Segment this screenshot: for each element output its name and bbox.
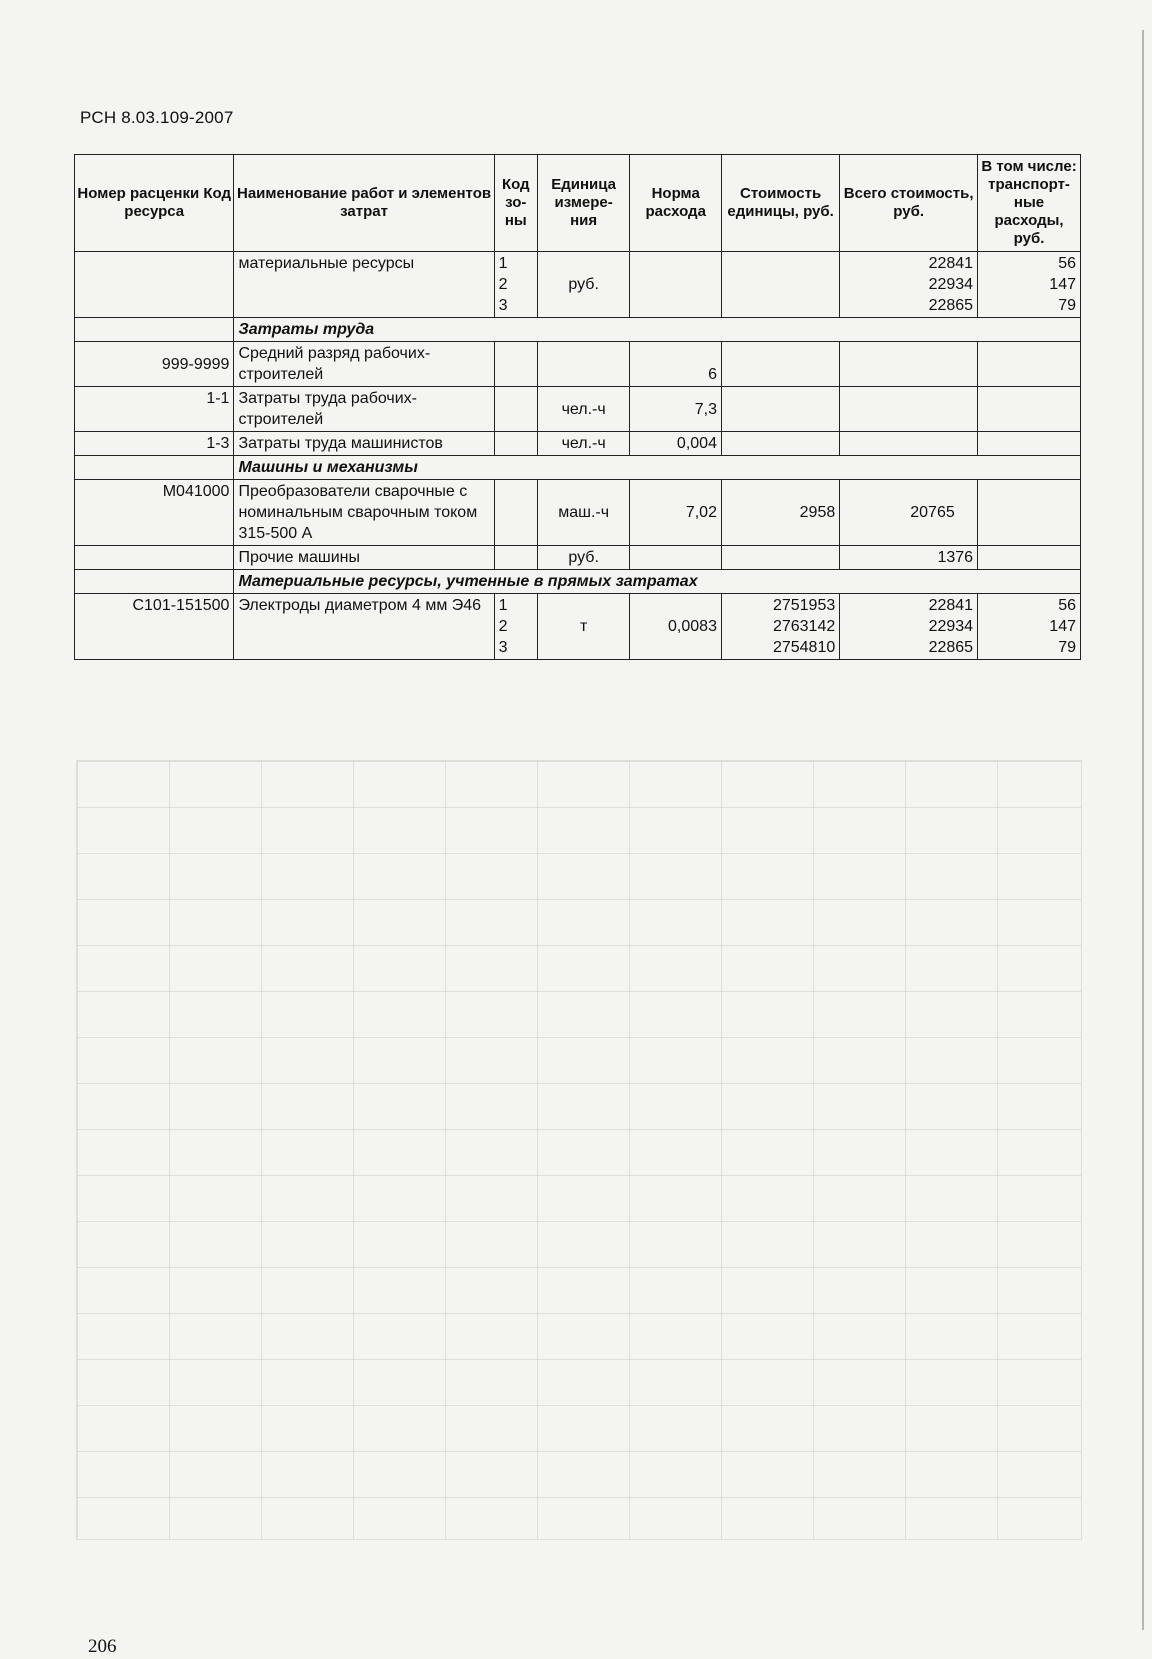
col-unit: Единица измере- ния xyxy=(537,155,630,252)
document-code: РСН 8.03.109-2007 xyxy=(80,108,234,127)
col-rate-number: Номер расценки Код ресурса xyxy=(75,155,234,252)
total-cost: 20765 xyxy=(840,480,978,546)
norm-value: 0,0083 xyxy=(630,594,722,660)
rate-code: 1-3 xyxy=(75,432,234,456)
col-norm: Норма расхода xyxy=(630,155,722,252)
section-row xyxy=(75,318,1081,342)
section-row xyxy=(75,456,1081,480)
col-transport: В том числе: транспорт- ные расходы, руб. xyxy=(978,155,1081,252)
page-number: 206 xyxy=(88,1636,117,1657)
unit-cell: чел.-ч xyxy=(537,387,630,432)
table-row xyxy=(75,252,1081,318)
work-name: Средний разряд рабочих-строителей xyxy=(234,342,494,387)
unit-cell: чел.-ч xyxy=(537,432,630,456)
norm-value: 7,02 xyxy=(630,480,722,546)
unit-cell: руб. xyxy=(537,252,630,318)
rate-code: М041000 xyxy=(75,480,234,546)
unit-cost-list: 2751953 2763142 2754810 xyxy=(721,594,839,660)
table-row xyxy=(75,480,1081,546)
work-name: Затраты труда машинистов xyxy=(234,432,494,456)
col-total-cost: Всего стоимость, руб. xyxy=(840,155,978,252)
rate-code: С101-151500 xyxy=(75,594,234,660)
unit-cell: руб. xyxy=(537,546,630,570)
col-zone-code: Код зо- ны xyxy=(494,155,537,252)
materials-label: материальные ресурсы xyxy=(234,252,494,318)
total-list: 22841 22934 22865 xyxy=(840,594,978,660)
transport-list: 56 147 79 xyxy=(978,594,1081,660)
col-work-name: Наименование работ и элементов затрат xyxy=(234,155,494,252)
section-title-machines: Машины и механизмы xyxy=(234,456,1081,480)
section-title-materials: Материальные ресурсы, учтенные в прямых затратах xyxy=(234,570,1081,594)
unit-cost: 2958 xyxy=(721,480,839,546)
zone-list: 1 2 3 xyxy=(494,594,537,660)
norm-value: 6 xyxy=(630,342,722,387)
norm-value: 0,004 xyxy=(630,432,722,456)
transport-list: 56 147 79 xyxy=(978,252,1081,318)
work-name: Затраты труда рабочих-строителей xyxy=(234,387,494,432)
work-name: Преобразователи сварочные с номинальным сварочным током 315-500 А xyxy=(234,480,494,546)
table-row xyxy=(75,594,1081,660)
norm-value: 7,3 xyxy=(630,387,722,432)
bleed-through-grid xyxy=(76,760,1082,1540)
table-row xyxy=(75,387,1081,432)
total-list: 22841 22934 22865 xyxy=(840,252,978,318)
table-row xyxy=(75,342,1081,387)
section-row xyxy=(75,570,1081,594)
col-unit-cost: Стоимость единицы, руб. xyxy=(721,155,839,252)
table-header-row xyxy=(75,155,1081,252)
rate-code: 1-1 xyxy=(75,387,234,432)
table-row xyxy=(75,432,1081,456)
zone-list: 1 2 3 xyxy=(494,252,537,318)
work-name: Электроды диаметром 4 мм Э46 xyxy=(234,594,494,660)
norms-table xyxy=(74,154,1081,660)
section-title-labor: Затраты труда xyxy=(234,318,1081,342)
scan-edge xyxy=(1142,30,1144,1630)
unit-cell: т xyxy=(537,594,630,660)
rate-code: 999-9999 xyxy=(75,342,234,387)
table-row xyxy=(75,546,1081,570)
work-name: Прочие машины xyxy=(234,546,494,570)
unit-cell: маш.-ч xyxy=(537,480,630,546)
total-cost: 1376 xyxy=(840,546,978,570)
